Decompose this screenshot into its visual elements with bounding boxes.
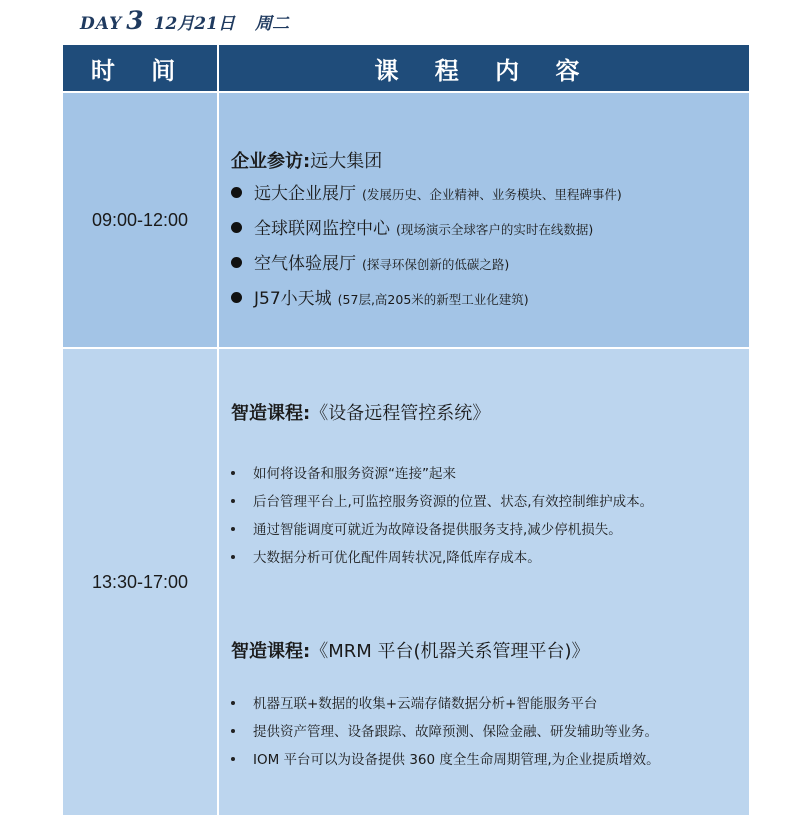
item-text: 提供资产管理、设备跟踪、故障预测、保险金融、研发辅助等业务。: [253, 724, 658, 740]
item-text: 后台管理平台上,可监控服务资源的位置、状态,有效控制维护成本。: [253, 494, 654, 510]
list-item: [231, 490, 653, 510]
heading-text: 《设备远程管控系统》: [310, 403, 491, 424]
list-item: [231, 179, 622, 204]
section-heading: [231, 399, 490, 425]
heading-text: 《MRM 平台(机器关系管理平台)》: [310, 641, 590, 662]
heading-label: 智造课程:: [231, 403, 311, 424]
section-heading: [231, 637, 590, 663]
time-cell: 09:00-12:00: [63, 93, 219, 347]
day-header: [80, 6, 289, 40]
schedule-table: [63, 45, 749, 815]
bullet-icon: [231, 701, 235, 705]
list-item: [231, 214, 593, 239]
item-note: (探寻环保创新的低碳之路): [362, 257, 510, 272]
item-text: 大数据分析可优化配件周转状况,降低库存成本。: [253, 550, 541, 566]
bullet-icon: [231, 729, 235, 733]
item-text: IOM 平台可以为设备提供 360 度全生命周期管理,为企业提质增效。: [253, 752, 660, 768]
bullet-icon: [231, 555, 235, 559]
list-item: [231, 284, 529, 309]
heading-text: 远大集团: [310, 151, 383, 172]
bullet-icon: [231, 292, 242, 303]
item-main: J57小天城: [254, 289, 332, 309]
time-cell: 13:30-17:00: [63, 349, 219, 815]
list-item: [231, 546, 541, 566]
list-item: [231, 249, 509, 274]
header-time: 时 间: [63, 45, 219, 91]
list-item: [231, 692, 597, 712]
content-cell: [219, 93, 749, 347]
content-cell: [219, 349, 749, 815]
item-main: 远大企业展厅: [254, 184, 356, 204]
bullet-icon: [231, 527, 235, 531]
heading-label: 智造课程:: [231, 641, 311, 662]
day-date: 12月21日: [153, 14, 235, 34]
item-note: (57层,高205米的新型工业化建筑): [337, 292, 529, 307]
list-item: [231, 748, 660, 768]
list-item: [231, 720, 658, 740]
item-main: 全球联网监控中心: [254, 219, 390, 239]
item-note: (现场演示全球客户的实时在线数据): [396, 222, 594, 237]
item-text: 机器互联+数据的收集+云端存储数据分析+智能服务平台: [253, 696, 598, 712]
bullet-icon: [231, 471, 235, 475]
heading-label: 企业参访:: [231, 151, 311, 172]
list-item: [231, 462, 456, 482]
day-weekday: 周二: [254, 14, 289, 34]
table-row-afternoon: [63, 347, 749, 815]
list-item: [231, 518, 622, 538]
bullet-icon: [231, 222, 242, 233]
section-heading: [231, 147, 382, 173]
item-note: (发展历史、企业精神、业务模块、里程碑事件): [362, 187, 622, 202]
bullet-icon: [231, 757, 235, 761]
item-text: 通过智能调度可就近为故障设备提供服务支持,减少停机损失。: [253, 522, 622, 538]
item-text: 如何将设备和服务资源“连接”起来: [253, 466, 456, 482]
bullet-icon: [231, 499, 235, 503]
day-number: 3: [126, 6, 144, 35]
header-content: 课 程 内 容: [374, 56, 594, 85]
day-label: DAY: [80, 14, 123, 34]
table-header-row: [63, 45, 749, 91]
table-row-morning: [63, 91, 749, 347]
bullet-icon: [231, 257, 242, 268]
item-main: 空气体验展厅: [254, 254, 356, 274]
bullet-icon: [231, 187, 242, 198]
